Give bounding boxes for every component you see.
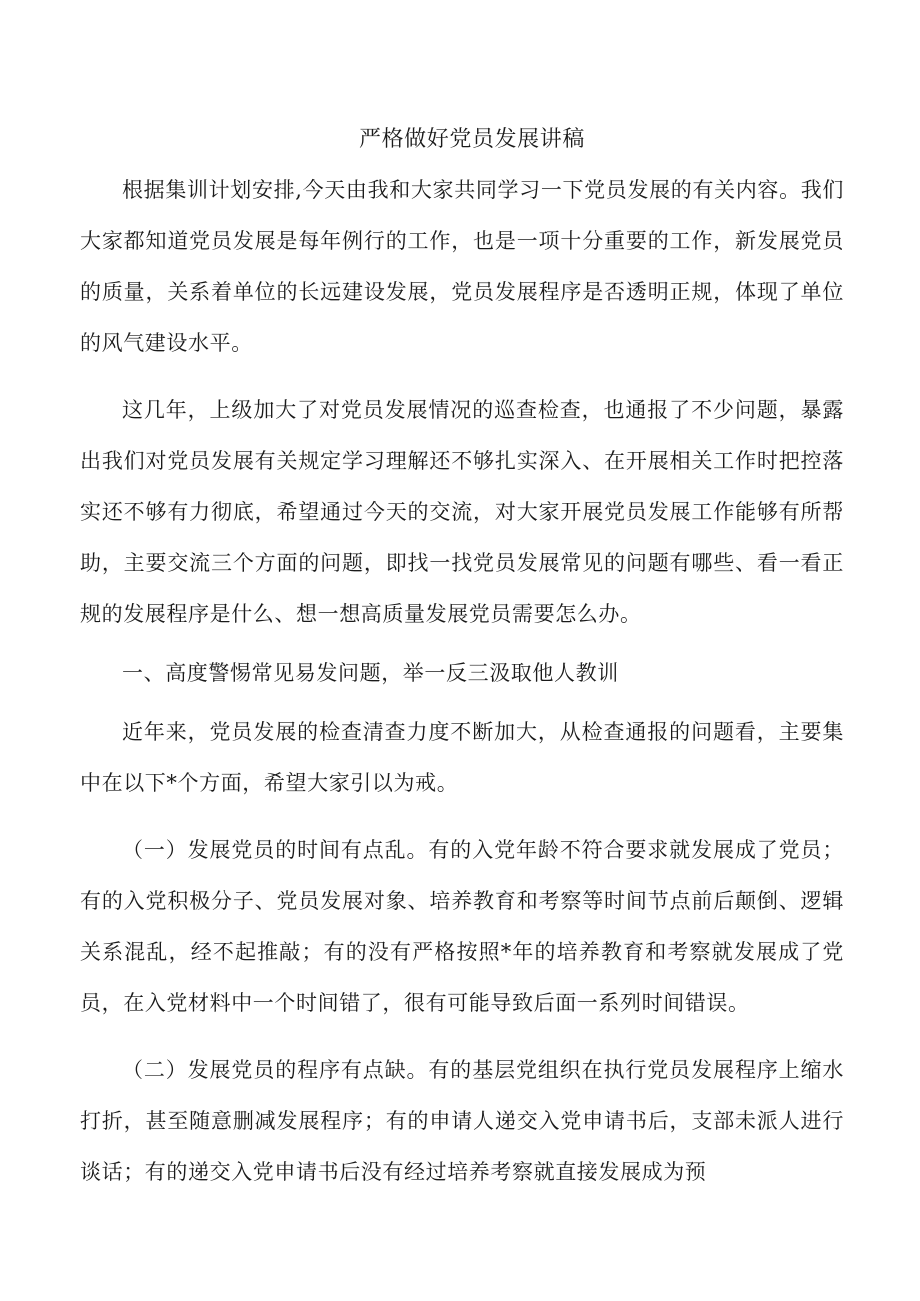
paragraph-background: 这几年，上级加大了对党员发展情况的巡查检查，也通报了不少问题，暴露出我们对党员发展有关规定学习理解还不够扎实深入、在开展相关工作时把控落实还不够有力彻底，希望通过今天的交流，对大家开展党员发展工作能够有所帮助，主要交流三个方面的问题，即找一找党员发展常见的问题有哪些、看一看正规的发展程序是什么、想一想高质量发展党员需要怎么办。 bbox=[80, 398, 844, 626]
paragraph-section-1-intro: 近年来，党员发展的检查清查力度不断加大，从检查通报的问题看，主要集中在以下*个方面，希望大家引以为戒。 bbox=[80, 720, 844, 795]
paragraph-intro: 根据集训计划安排,今天由我和大家共同学习一下党员发展的有关内容。我们大家都知道党员发展是每年例行的工作，也是一项十分重要的工作，新发展党员的质量，关系着单位的长远建设发展，党员发展程序是否透明正规，体现了单位的风气建设水平。 bbox=[80, 178, 844, 355]
section-heading-1: 一、高度警惕常见易发问题，举一反三汲取他人教训 bbox=[122, 661, 619, 685]
paragraph-issue-2: （二）发展党员的程序有点缺。有的基层党组织在执行党员发展程序上缩水打折，甚至随意删减发展程序；有的申请人递交入党申请书后，支部未派人进行谈话；有的递交入党申请书后没有经过培养考察就直接发展成为预 bbox=[80, 1058, 844, 1184]
document-page bbox=[80, 115, 844, 1198]
document-title: 严格做好党员发展讲稿 bbox=[358, 127, 585, 152]
paragraph-issue-1: （一）发展党员的时间有点乱。有的入党年龄不符合要求就发展成了党员；有的入党积极分子、党员发展对象、培养教育和考察等时间节点前后颠倒、逻辑关系混乱，经不起推敲；有的没有严格按照*年的培养教育和考察就发展成了党员，在入党材料中一个时间错了，很有可能导致后面一系列时间错误。 bbox=[80, 838, 844, 1015]
